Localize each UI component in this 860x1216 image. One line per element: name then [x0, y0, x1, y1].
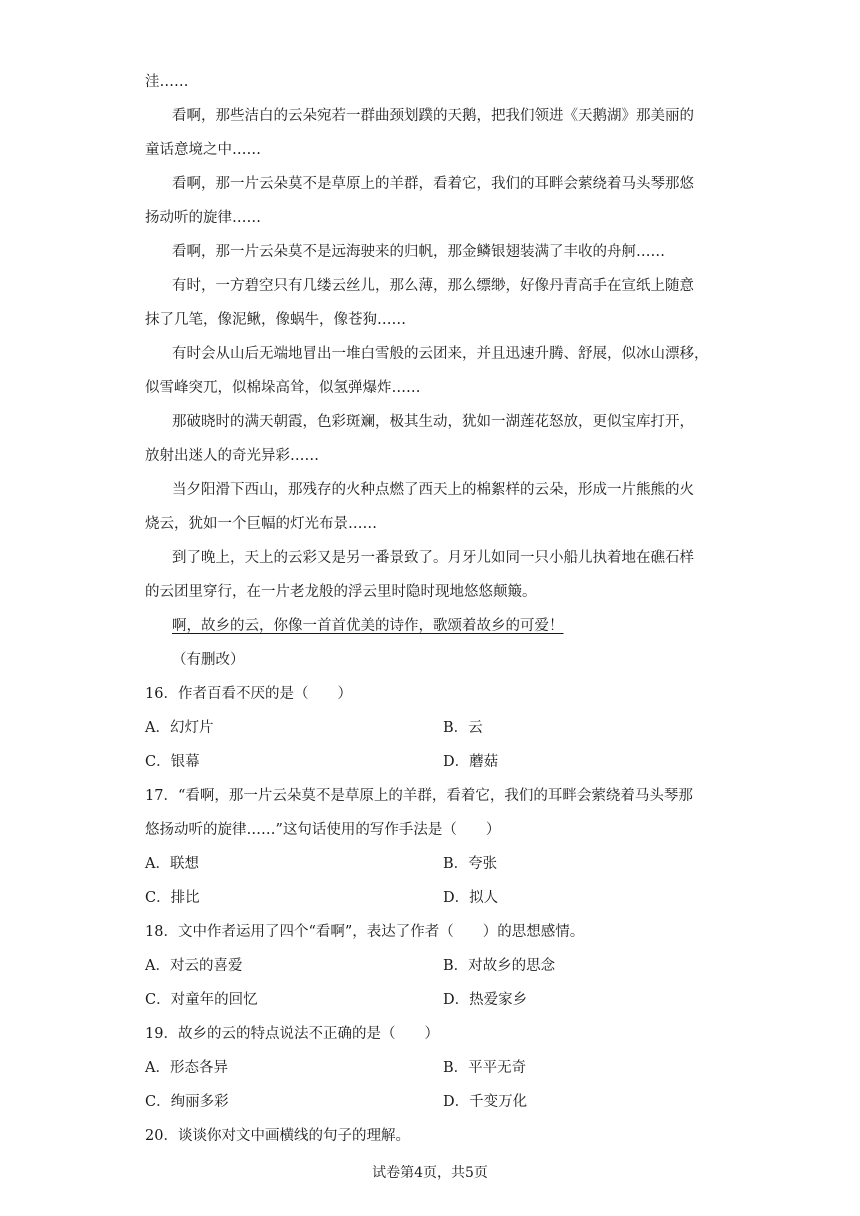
passage-line: 当夕阳滑下西山，那残存的火种点燃了西天上的棉絮样的云朵，形成一片熊熊的火 [172, 482, 694, 498]
passage-line: 烧云，犹如一个巨幅的灯光布景…… [145, 516, 377, 532]
question-17-stem-line1: 17．“看啊，那一片云朵莫不是草原上的羊群，看着它，我们的耳畔会萦绕着马头琴那 [145, 788, 693, 804]
question-18-stem: 18．文中作者运用了四个“看啊”，表达了作者（ ）的思想感情。 [145, 924, 585, 940]
question-17-option-a: A．联想 [145, 856, 199, 872]
question-16-option-a: A．幻灯片 [145, 720, 214, 736]
passage-line: 扬动听的旋律…… [145, 210, 261, 226]
question-18-option-d: D．热爱家乡 [443, 992, 528, 1008]
passage-line: 到了晚上，天上的云彩又是另一番景致了。月牙儿如同一只小船儿执着地在礁石样 [172, 550, 694, 566]
passage-line: 有时，一方碧空只有几缕云丝儿，那么薄，那么缥缈，好像丹青高手在宣纸上随意 [172, 278, 694, 294]
question-19-option-b: B．平平无奇 [443, 1060, 527, 1076]
passage-line: 的云团里穿行，在一片老龙般的浮云里时隐时现地悠悠颠簸。 [145, 584, 537, 600]
passage-line: 放射出迷人的奇光异彩…… [145, 448, 319, 464]
passage-line: 有时会从山后无端地冒出一堆白雪般的云团来，并且迅速升腾、舒展，似冰山漂移， [172, 346, 709, 362]
passage-line: 童话意境之中…… [145, 142, 261, 158]
passage-line: 看啊，那一片云朵莫不是草原上的羊群，看着它，我们的耳畔会萦绕着马头琴那悠 [172, 176, 694, 192]
question-20-stem: 20．谈谈你对文中画横线的句子的理解。 [145, 1128, 410, 1144]
question-17-option-b: B．夸张 [443, 856, 498, 872]
passage-line: 洼…… [145, 74, 189, 90]
question-19-option-a: A．形态各异 [145, 1060, 228, 1076]
question-17-option-c: C．排比 [145, 890, 200, 906]
passage-line: 那破晓时的满天朝霞，色彩斑斓，极其生动，犹如一湖莲花怒放，更似宝库打开， [172, 414, 694, 430]
question-18-option-c: C．对童年的回忆 [145, 992, 258, 1008]
question-16-stem: 16．作者百看不厌的是（ ） [145, 686, 352, 702]
question-19-option-c: C．绚丽多彩 [145, 1094, 229, 1110]
question-16-option-c: C．银幕 [145, 754, 200, 770]
underlined-sentence: 啊，故乡的云，你像一首首优美的诗作，歌颂着故乡的可爱！ [172, 618, 564, 634]
question-16-option-d: D．蘑菇 [443, 754, 499, 770]
passage-line: 看啊，那一片云朵莫不是远海驶来的归帆，那金鳞银翅装满了丰收的舟舸…… [172, 244, 665, 260]
page-footer: 试卷第4页，共5页 [372, 1165, 488, 1181]
question-18-option-a: A．对云的喜爱 [145, 958, 243, 974]
passage-line: 看啊，那些洁白的云朵宛若一群曲颈划蹼的天鹅，把我们领进《天鹅湖》那美丽的 [172, 108, 694, 124]
question-16-option-b: B．云 [443, 720, 483, 736]
passage-line: 似雪峰突兀，似棉垛高耸，似氢弹爆炸…… [145, 380, 421, 396]
question-18-option-b: B．对故乡的思念 [443, 958, 556, 974]
question-19-stem: 19．故乡的云的特点说法不正确的是（ ） [145, 1026, 439, 1042]
passage-line: 抹了几笔，像泥鳅，像蜗牛，像苍狗…… [145, 312, 406, 328]
source-note: （有删改） [172, 652, 245, 668]
question-17-option-d: D．拟人 [443, 890, 499, 906]
question-19-option-d: D．千变万化 [443, 1094, 528, 1110]
question-17-stem-line2: 悠扬动听的旋律……”这句话使用的写作手法是（ ） [145, 822, 501, 838]
